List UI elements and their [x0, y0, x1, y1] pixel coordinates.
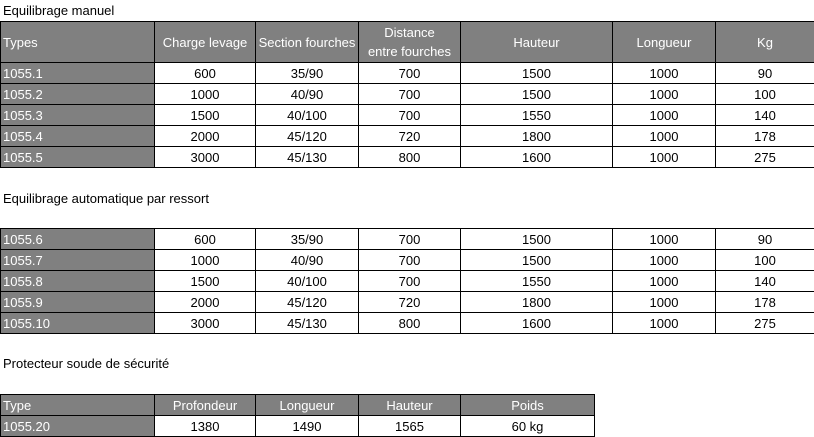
section-title-manual: Equilibrage manuel [3, 3, 115, 18]
table-header-row [1, 395, 595, 416]
cell-kg: 140 [716, 271, 814, 292]
header-type: Type [1, 395, 155, 416]
table-row [1, 84, 814, 105]
cell-kg: 275 [716, 313, 814, 334]
header-profondeur: Profondeur [155, 395, 256, 416]
cell-hauteur: 1600 [461, 147, 613, 168]
cell-charge: 1500 [155, 271, 256, 292]
cell-distance: 700 [359, 250, 461, 271]
cell-longueur: 1000 [613, 229, 716, 250]
cell-hauteur: 1500 [461, 250, 613, 271]
cell-distance: 800 [359, 313, 461, 334]
cell-section: 40/90 [256, 84, 359, 105]
section-title-protector: Protecteur soude de sécurité [3, 356, 170, 371]
cell-kg: 100 [716, 250, 814, 271]
cell-section: 35/90 [256, 229, 359, 250]
cell-section: 45/120 [256, 292, 359, 313]
table-row [1, 292, 814, 313]
cell-type: 1055.9 [1, 292, 155, 313]
cell-charge: 3000 [155, 147, 256, 168]
cell-section: 40/100 [256, 271, 359, 292]
cell-longueur: 1000 [613, 126, 716, 147]
cell-charge: 1000 [155, 84, 256, 105]
section-title-automatic: Equilibrage automatique par ressort [3, 191, 209, 206]
header-charge-levage: Charge levage [155, 22, 256, 63]
cell-type: 1055.5 [1, 147, 155, 168]
table-header-row [1, 22, 814, 63]
table-row [1, 63, 814, 84]
cell-section: 40/100 [256, 105, 359, 126]
table-manual [0, 21, 814, 168]
header-hauteur: Hauteur [461, 22, 613, 63]
table-row [1, 105, 814, 126]
cell-type: 1055.7 [1, 250, 155, 271]
cell-kg: 275 [716, 147, 814, 168]
cell-longueur: 1000 [613, 271, 716, 292]
table-row [1, 416, 595, 437]
header-types: Types [1, 22, 155, 63]
cell-distance: 700 [359, 271, 461, 292]
header-kg: Kg [716, 22, 814, 63]
cell-longueur: 1000 [613, 63, 716, 84]
cell-section: 45/120 [256, 126, 359, 147]
cell-poids: 60 kg [461, 416, 595, 437]
cell-charge: 2000 [155, 126, 256, 147]
cell-hauteur: 1565 [359, 416, 461, 437]
header-longueur: Longueur [613, 22, 716, 63]
cell-type: 1055.4 [1, 126, 155, 147]
cell-section: 45/130 [256, 313, 359, 334]
cell-kg: 178 [716, 292, 814, 313]
cell-hauteur: 1550 [461, 105, 613, 126]
cell-kg: 178 [716, 126, 814, 147]
table-row [1, 250, 814, 271]
cell-distance: 800 [359, 147, 461, 168]
cell-longueur: 1000 [613, 313, 716, 334]
table-row [1, 147, 814, 168]
cell-kg: 140 [716, 105, 814, 126]
cell-section: 40/90 [256, 250, 359, 271]
cell-hauteur: 1500 [461, 229, 613, 250]
header-section-fourches: Section fourches [256, 22, 359, 63]
cell-section: 35/90 [256, 63, 359, 84]
header-longueur: Longueur [256, 395, 359, 416]
cell-hauteur: 1500 [461, 63, 613, 84]
cell-kg: 90 [716, 63, 814, 84]
cell-distance: 700 [359, 105, 461, 126]
cell-longueur: 1000 [613, 250, 716, 271]
table-row [1, 313, 814, 334]
cell-longueur: 1000 [613, 292, 716, 313]
cell-section: 45/130 [256, 147, 359, 168]
cell-charge: 600 [155, 229, 256, 250]
cell-charge: 600 [155, 63, 256, 84]
cell-type: 1055.1 [1, 63, 155, 84]
cell-distance: 720 [359, 126, 461, 147]
cell-kg: 100 [716, 84, 814, 105]
cell-distance: 700 [359, 229, 461, 250]
cell-type: 1055.8 [1, 271, 155, 292]
cell-charge: 3000 [155, 313, 256, 334]
table-row [1, 229, 814, 250]
cell-hauteur: 1600 [461, 313, 613, 334]
cell-longueur: 1490 [256, 416, 359, 437]
cell-charge: 1500 [155, 105, 256, 126]
cell-kg: 90 [716, 229, 814, 250]
cell-hauteur: 1800 [461, 126, 613, 147]
cell-type: 1055.6 [1, 229, 155, 250]
header-poids: Poids [461, 395, 595, 416]
cell-type: 1055.20 [1, 416, 155, 437]
cell-longueur: 1000 [613, 147, 716, 168]
cell-hauteur: 1800 [461, 292, 613, 313]
cell-profondeur: 1380 [155, 416, 256, 437]
cell-distance: 700 [359, 63, 461, 84]
cell-charge: 2000 [155, 292, 256, 313]
table-row [1, 126, 814, 147]
cell-hauteur: 1550 [461, 271, 613, 292]
cell-hauteur: 1500 [461, 84, 613, 105]
header-distance-entre-fourches: Distance entre fourches [359, 22, 461, 63]
cell-longueur: 1000 [613, 84, 716, 105]
cell-longueur: 1000 [613, 105, 716, 126]
table-automatic [0, 228, 814, 334]
cell-type: 1055.10 [1, 313, 155, 334]
table-row [1, 271, 814, 292]
cell-distance: 720 [359, 292, 461, 313]
cell-distance: 700 [359, 84, 461, 105]
table-protector [0, 394, 595, 437]
cell-charge: 1000 [155, 250, 256, 271]
cell-type: 1055.3 [1, 105, 155, 126]
header-hauteur: Hauteur [359, 395, 461, 416]
cell-type: 1055.2 [1, 84, 155, 105]
